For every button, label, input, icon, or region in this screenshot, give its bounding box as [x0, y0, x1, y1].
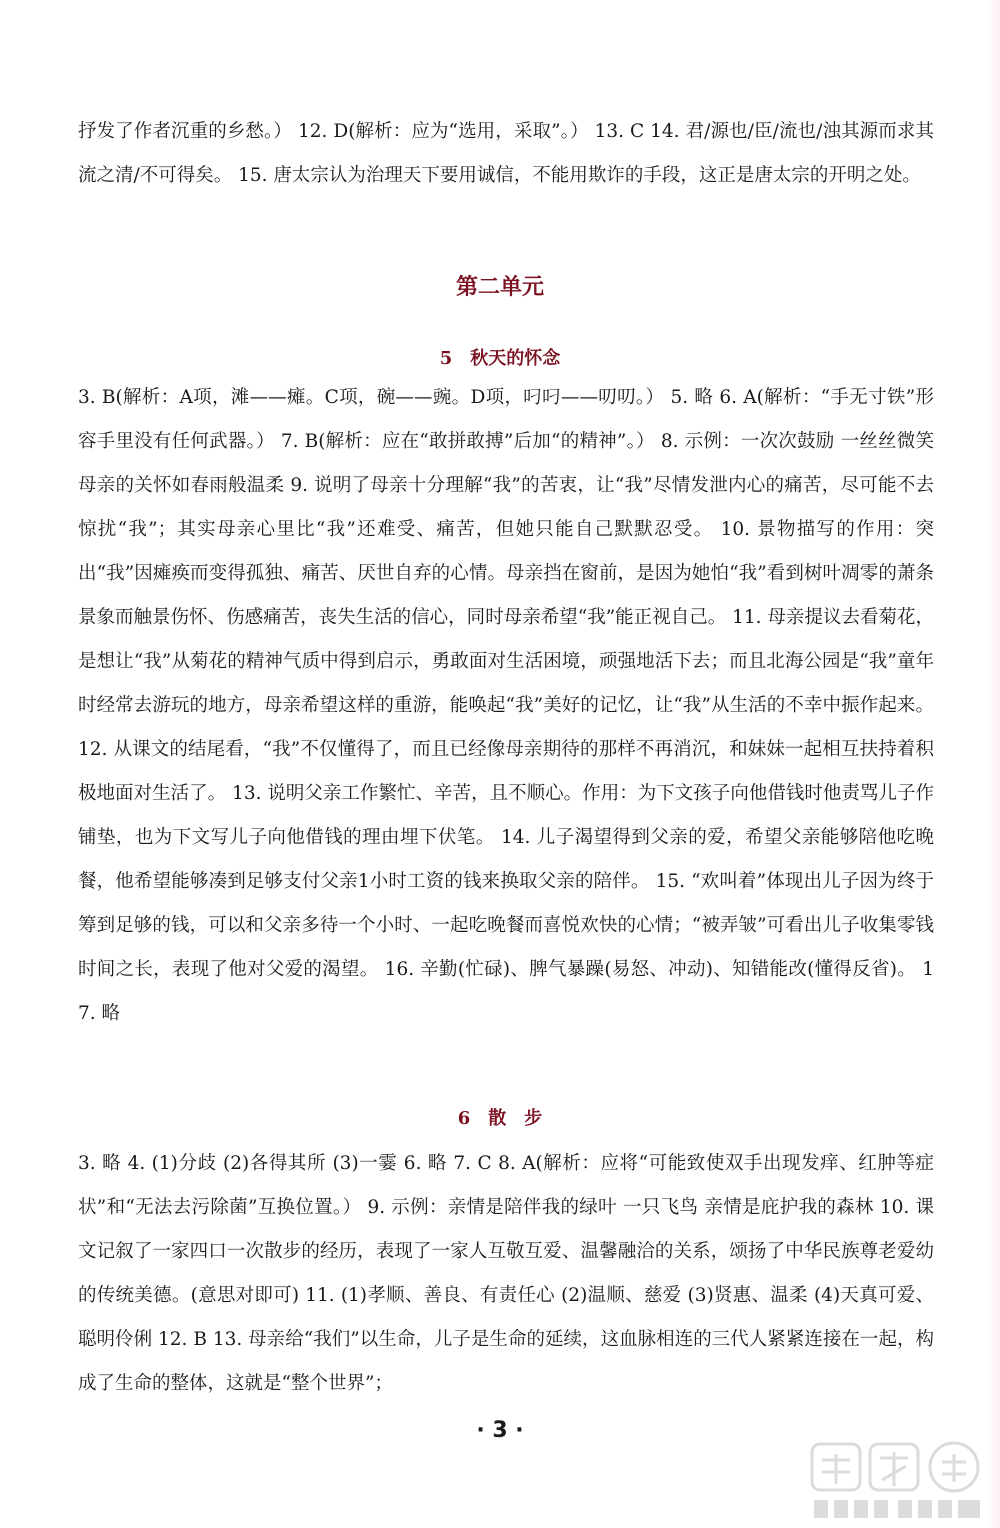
- page-number: · 3 ·: [476, 1418, 524, 1443]
- answer-paragraph-unit1-end: 抒发了作者沉重的乡愁。） 12. D(解析：应为“选用，采取”。） 13. C 14. 君/源也/臣/流也/浊其源而求其流之清/不可得矣。 15. 唐太宗认为治理天下要用诚信，不能用欺诈的手段，这正是唐太宗的开明之处。: [78, 121, 934, 186]
- section-5-title: 5 秋天的怀念: [439, 348, 561, 369]
- watermark-logo: [808, 1440, 986, 1522]
- section-5-answers: 3. B(解析：A项，滩——瘫。C项，碗——豌。D项，叼叼——叨叨。） 5. 略 6. A(解析：“手无寸铁”形容手里没有任何武器。） 7. B(解析：应在“敢拼敢搏”后加“的精神”。） 8. 示例：一次次鼓励 一丝丝微笑 母亲的关怀如春雨般温柔 9. 说明了母亲十分理解“我”的苦衷，让“我”尽情发泄内心的痛苦，尽可能不去惊扰“我”；其实母亲心里比“我”还难受、痛苦，但她只能自己默默忍受。 10. 景物描写的作用：突出“我”因瘫痪而变得孤独、痛苦、厌世自弃的心情。母亲挡在窗前，是因为她怕“我”看到树叶凋零的萧条景象而触景伤怀、伤感痛苦，丧失生活的信心，同时母亲希望“我”能正视自己。 11. 母亲提议去看菊花，是想让“我”从菊花的精神气质中得到启示，勇敢面对生活困境，顽强地活下去；而且北海公园是“我”童年时经常去游玩的地方，母亲希望这样的重游，能唤起“我”美好的记忆，让“我”从生活的不幸中振作起来。 12. 从课文的结尾看，“我”不仅懂得了，而且已经像母亲期待的那样不再消沉，和妹妹一起相互扶持着积极地面对生活了。 13. 说明父亲工作繁忙、辛苦，且不顺心。作用：为下文孩子向他借钱时他责骂儿子作铺垫，也为下文写儿子向他借钱的理由埋下伏笔。 14. 儿子渴望得到父亲的爱，希望父亲能够陪他吃晚餐，他希望能够凑到足够支付父亲1小时工资的钱来换取父亲的陪伴。 15. “欢叫着”体现出儿子因为终于筹到足够的钱，可以和父亲多待一个小时、一起吃晚餐而喜悦欢快的心情；“被弄皱”可看出儿子收集零钱时间之长，表现了他对父爱的渴望。 16. 辛勤(忙碌)、脾气暴躁(易怒、冲动)、知错能改(懂得反省)。 17. 略: [78, 387, 934, 1024]
- section-6-title: 6 散 步: [457, 1108, 543, 1129]
- section-6-answers: 3. 略 4. (1)分歧 (2)各得其所 (3)一霎 6. 略 7. C 8. A(解析：应将“可能致使双手出现发痒、红肿等症状”和“无法去污除菌”互换位置。） 9. 示例：亲情是陪伴我的绿叶 一只飞鸟 亲情是庇护我的森林 10. 课文记叙了一家四口一次散步的经历，表现了一家人互敬互爱、温馨融洽的关系，颂扬了中华民族尊老爱幼的传统美德。(意思对即可) 11. (1)孝顺、善良、有责任心 (2)温顺、慈爱 (3)贤惠、温柔 (4)天真可爱、聪明伶俐 12. B 13. 母亲给“我们”以生命，儿子是生命的延续，这血脉相连的三代人紧紧连接在一起，构成了生命的整体，这就是“整个世界”；: [78, 1153, 934, 1394]
- unit-title: 第二单元: [455, 274, 544, 300]
- page-edge-tint: [986, 0, 1000, 1528]
